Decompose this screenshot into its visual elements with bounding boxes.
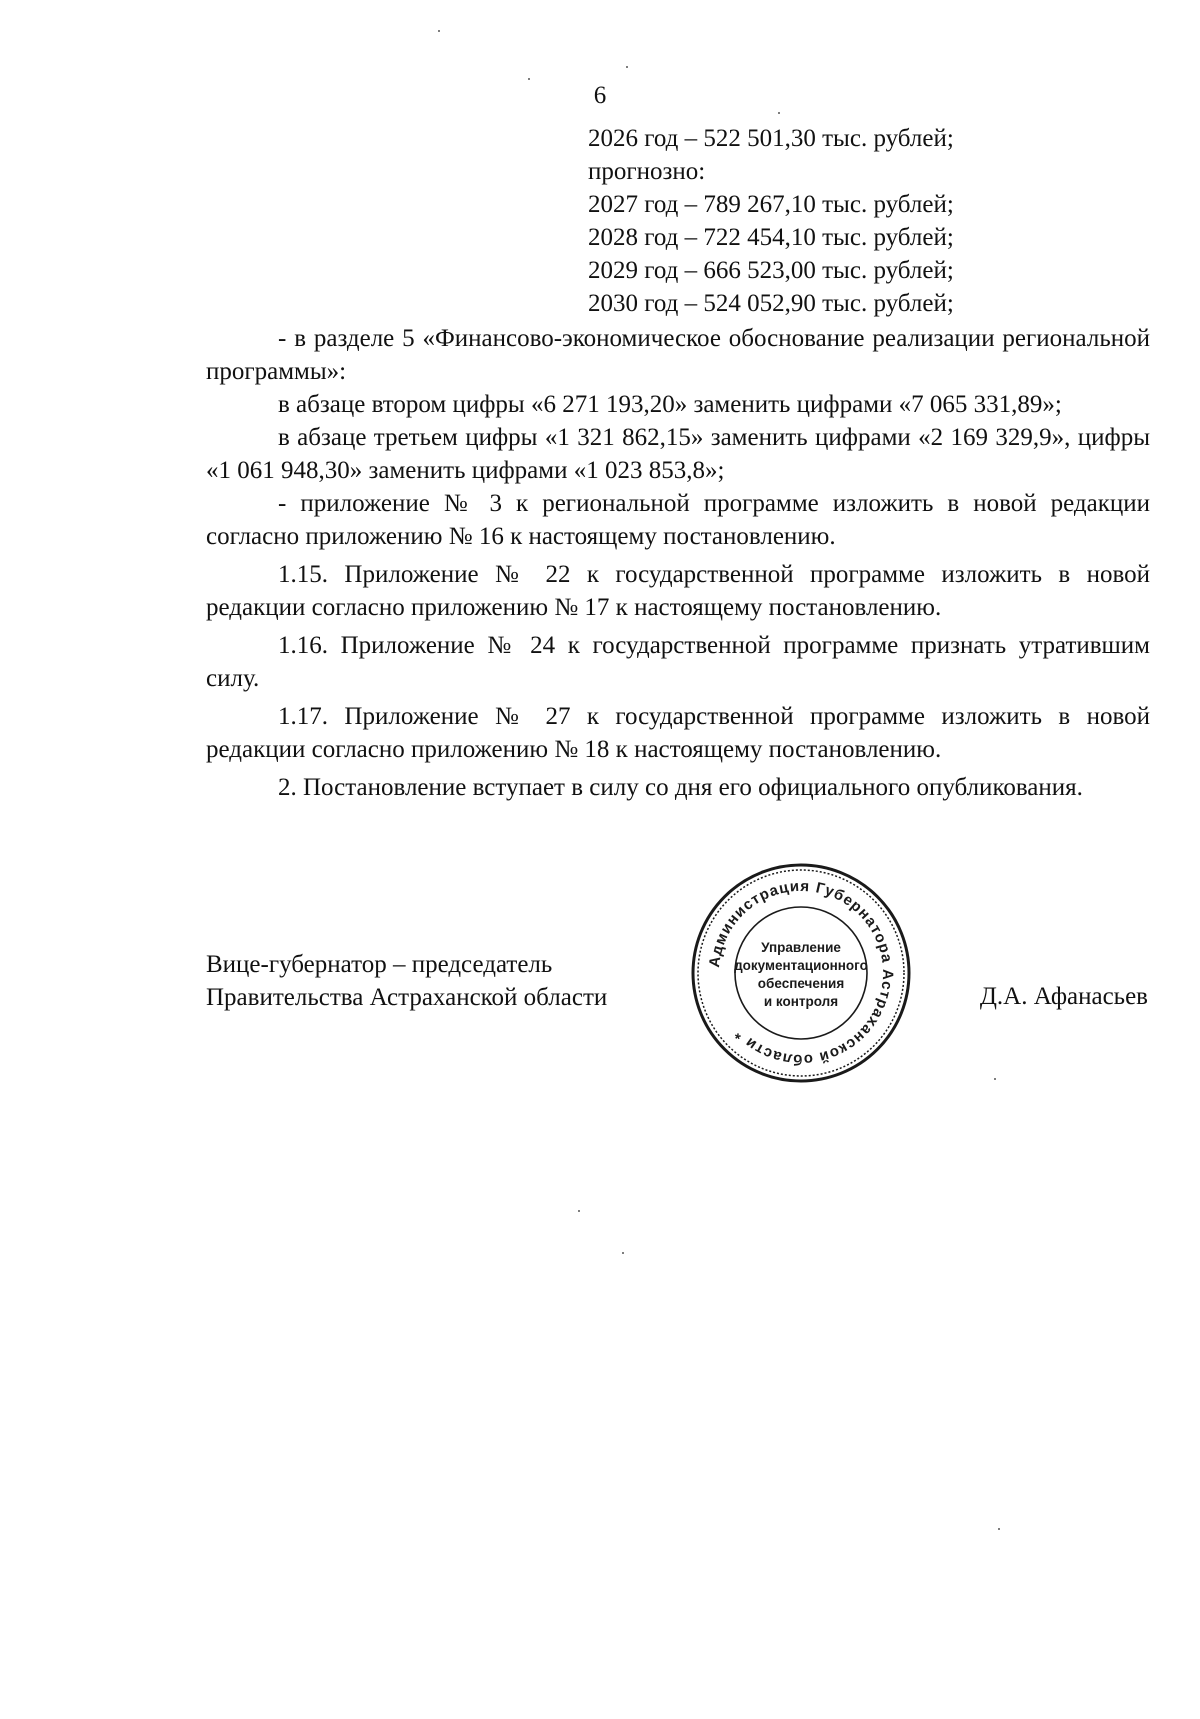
seal-center-line: Управление: [761, 940, 841, 955]
seal-center-line: обеспечения: [757, 976, 845, 991]
funding-line: 2027 год – 789 267,10 тыс. рублей;: [588, 191, 954, 218]
funding-line: 2026 год – 522 501,30 тыс. рублей;: [588, 125, 954, 152]
document-body: [206, 322, 1150, 804]
scan-speck: [438, 30, 440, 32]
official-seal: [688, 860, 914, 1086]
funding-list: [588, 122, 954, 320]
scan-speck: [528, 78, 530, 80]
paragraph-1-17: 1.17. Приложение № 27 к государственной программе изложить в новой редакции согласно приложению № 18 к настоящему постановлению.: [206, 703, 1150, 763]
funding-line: 2029 год – 666 523,00 тыс. рублей;: [588, 257, 954, 284]
scan-speck: [998, 1528, 1000, 1530]
seal-ring-text: Администрация Губернатора Астраханской области *: [706, 877, 897, 1069]
paragraph-abzac-second: в абзаце втором цифры «6 271 193,20» заменить цифрами «7 065 331,89»;: [278, 391, 1062, 418]
scan-speck: [994, 1078, 996, 1080]
signatory-position-line: Правительства Астраханской области: [206, 984, 608, 1011]
scan-speck: [778, 112, 780, 114]
scan-speck: [626, 66, 628, 68]
paragraph-1-15: 1.15. Приложение № 22 к государственной программе изложить в новой редакции согласно приложению № 17 к настоящему постановлению.: [206, 561, 1150, 621]
paragraph-appendix-3: - приложение № 3 к региональной программе изложить в новой редакции согласно приложению № 16 к настоящему постановлению.: [206, 490, 1150, 550]
funding-line: 2028 год – 722 454,10 тыс. рублей;: [588, 224, 954, 251]
funding-line: 2030 год – 524 052,90 тыс. рублей;: [588, 290, 954, 317]
signatory-position: [206, 948, 607, 1014]
scan-speck: [622, 1252, 624, 1254]
paragraph-2: 2. Постановление вступает в силу со дня его официального опубликования.: [278, 774, 1083, 801]
funding-line: прогнозно:: [588, 158, 706, 185]
paragraph-abzac-third: в абзаце третьем цифры «1 321 862,15» заменить цифрами «2 169 329,9», цифры «1 061 948,30» заменить цифрами «1 023 853,8»;: [206, 424, 1150, 484]
paragraph-section-5: - в разделе 5 «Финансово-экономическое обоснование реализации региональной программы»:: [206, 325, 1150, 385]
seal-dashed-ring: [698, 870, 904, 1076]
seal-outer-ring: [693, 865, 909, 1081]
signatory-name: Д.А. Афанасьев: [979, 983, 1148, 1010]
seal-center-line: и контроля: [763, 994, 839, 1009]
page-number: 6: [593, 82, 607, 109]
seal-graphic: [688, 860, 914, 1086]
seal-inner-ring: [735, 907, 867, 1039]
paragraph-1-16: 1.16. Приложение № 24 к государственной программе признать утратившим силу.: [206, 632, 1150, 692]
seal-center-line: документационного: [734, 958, 868, 973]
scan-speck: [578, 1210, 580, 1212]
signatory-position-line: Вице-губернатор – председатель: [206, 951, 553, 978]
